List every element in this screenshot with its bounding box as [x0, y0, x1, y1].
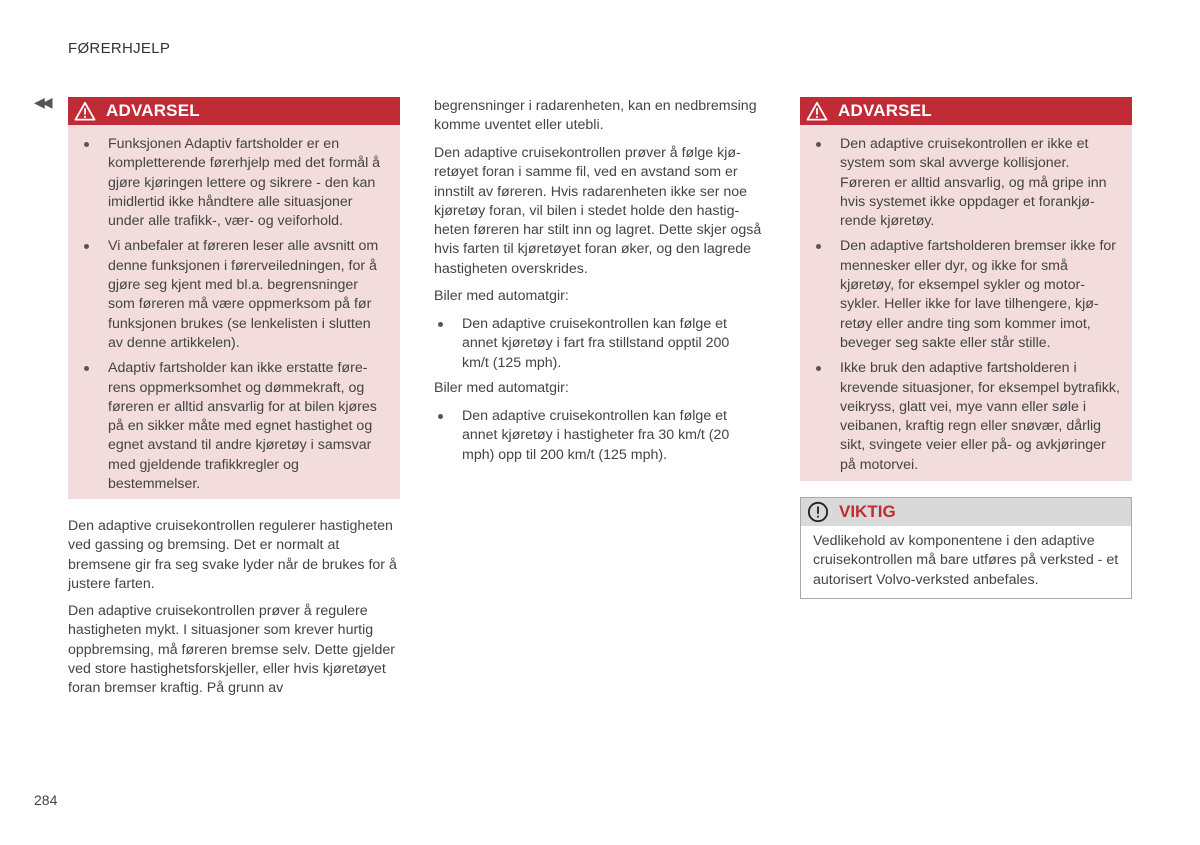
important-box — [800, 497, 1132, 599]
feature-list — [434, 407, 754, 465]
warning-title: ADVARSEL — [838, 101, 932, 120]
important-title: VIKTIG — [839, 502, 896, 521]
warning-title: ADVARSEL — [106, 101, 200, 120]
warning-list — [68, 125, 400, 506]
list-item: Adaptiv fartsholder kan ikke erstatte førerens oppmerksomhet og dømmekraft, og føreren er alltid ansvarlig for at bilen kjøres på en sikker måte med egnet hastighet og egnet avstand til andre kjøretøy i samsvar med gjeldende trafikkregler og bestemmelser. — [80, 359, 388, 494]
warning-header — [68, 97, 400, 125]
group-label: Biler med automatgir: — [434, 380, 569, 396]
warning-box-left — [68, 97, 400, 499]
important-header — [801, 498, 1131, 526]
warning-header — [800, 97, 1132, 125]
paragraph: Den adaptive cruisekontrollen prøver å følge kjøretøyet foran i samme fil, ved en avstand som er innstilt av føreren. Hvis radarenheten ikke ser noe kjøretøy foran, vil bilen i stedet holde den hastigheten føreren har stilt inn og lagret. Dette skjer også hvis farten til kjøretøyet foran øker, og den lagrede hastigheten overskrides. — [434, 145, 762, 277]
list-item: Den adaptive fartsholderen bremser ikke for mennesker eller dyr, og ikke for små kjøretøy, for eksempel sykler og motorsykler. Heller ikke for lave tilhengere, kjøretøy eller andre ting som kommer imot, beveger seg sakte eller står stille. — [812, 237, 1120, 353]
warning-triangle-icon — [74, 101, 96, 121]
paragraph: Den adaptive cruisekontrollen prøver å regulere hastigheten mykt. I situasjoner som krever hurtig oppbremsing, må føreren bremse selv. Dette gjelder ved store hastighetsforskjeller, eller hvis kjøretøyet foran bremser kraftig. På grunn av — [68, 603, 395, 697]
double-chevron-left-icon[interactable]: ◀◀ — [34, 94, 50, 110]
section-title: FØRERHJELP — [68, 40, 171, 57]
list-item: Den adaptive cruisekontrollen kan følge et annet kjøretøy i fart fra stillstand opptil 200 km/t (125 mph). — [434, 315, 754, 373]
list-item: Funksjonen Adaptiv fartsholder er en kompletterende førerhjelp med det formål å gjøre kjøringen lettere og sikrere - den kan imidlertid ikke håndtere alle situasjoner under alle trafikk-, vær- og veiforhold. — [80, 135, 388, 231]
paragraph: begrensninger i radarenheten, kan en nedbremsing komme uventet eller utebli. — [434, 98, 757, 134]
warning-box-right — [800, 97, 1132, 481]
list-item: Den adaptive cruisekontrollen kan følge et annet kjøretøy i hastigheter fra 30 km/t (20 mph) opp til 200 km/t (125 mph). — [434, 407, 754, 465]
list-item: Vi anbefaler at føreren leser alle avsnitt om denne funksjonen i førerveiledningen, for å gjøre seg kjent med bl.a. begrensninger som føreren må være oppmerksom på før funksjonen brukes (se lenkelisten i slutten av denne artikkelen). — [80, 237, 388, 353]
group-label: Biler med automatgir: — [434, 288, 569, 304]
paragraph: Den adaptive cruisekontrollen regulerer hastigheten ved gassing og bremsing. Det er normalt at bremsene gir fra seg svake lyder når de brukes for å justere farten. — [68, 518, 397, 592]
warning-list — [800, 125, 1132, 487]
list-item: Den adaptive cruisekontrollen er ikke et system som skal avverge kollisjoner. Føreren er alltid ansvarlig, og må gripe inn hvis systemet ikke oppdager et forankjørende kjøretøy. — [812, 135, 1120, 231]
important-text: Vedlikehold av komponentene i den adaptive cruisekontrollen må bare utføres på verksted - et autorisert Volvo-verksted anbefales. — [813, 533, 1119, 588]
feature-list — [434, 315, 754, 373]
page-number: 284 — [34, 792, 58, 808]
warning-triangle-icon — [806, 101, 828, 121]
list-item: Ikke bruk den adaptive fartsholderen i krevende situasjoner, for eksempel bytrafikk, veikryss, glatt vei, mye vann eller søle i veibanen, kraftig regn eller snøvær, dårlig sikt, svingete veier eller på- og avkjøringer på motorvei. — [812, 359, 1120, 475]
exclamation-circle-icon — [807, 501, 829, 523]
